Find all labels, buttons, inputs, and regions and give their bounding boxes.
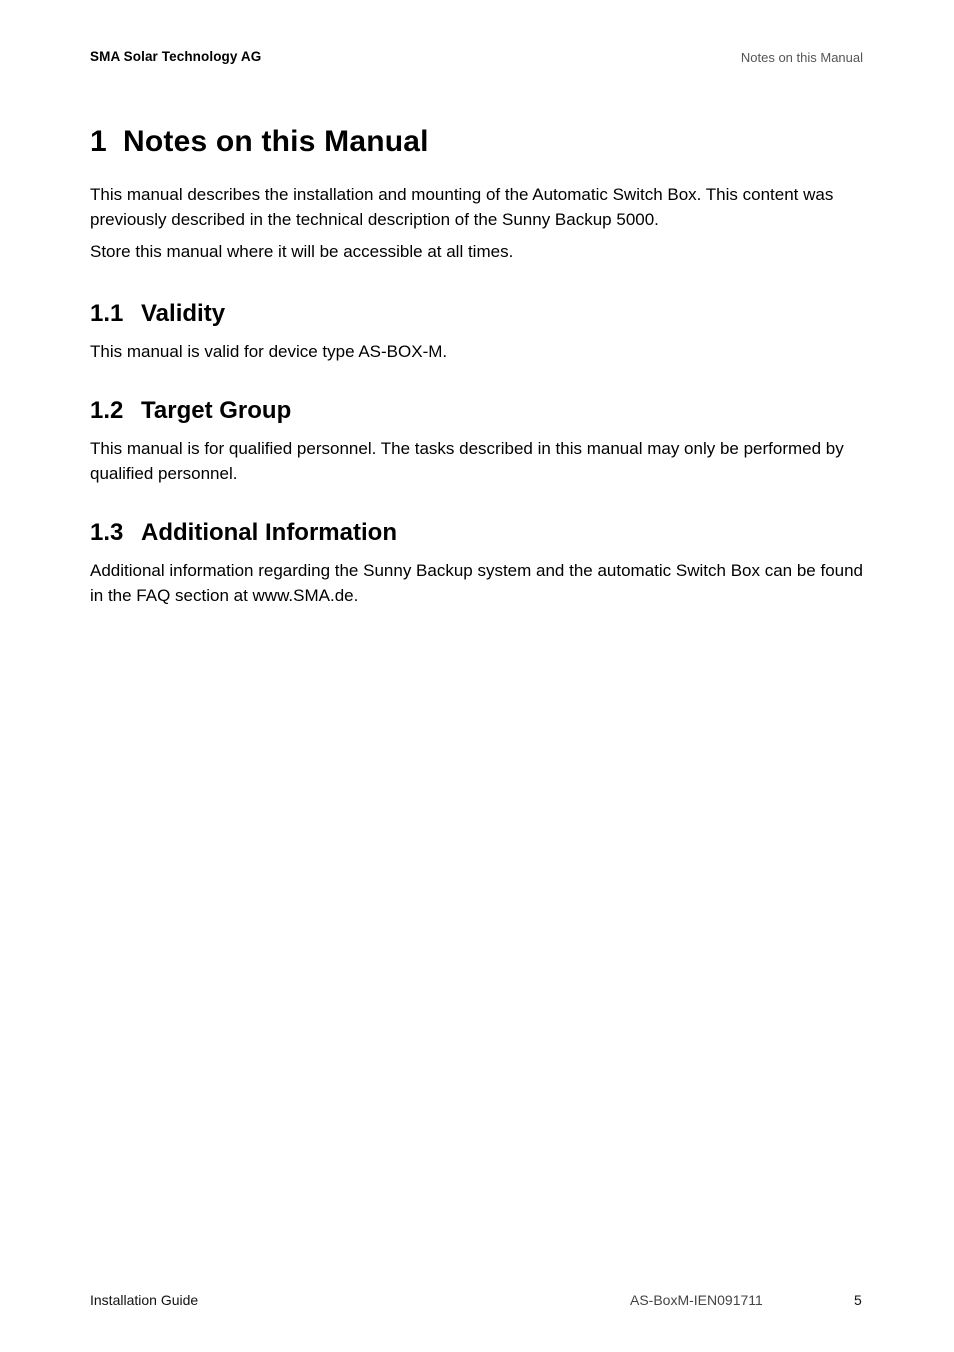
footer-doc-code: AS-BoxM-IEN091711 <box>630 1292 763 1308</box>
chapter-paragraph: Store this manual where it will be accessible at all times. <box>90 242 514 261</box>
section-number: 1.2 <box>90 397 124 424</box>
section-text: Additional information regarding the Sunny Backup system and the automatic Switch Box can be found in the FAQ section at www.SMA.de. <box>90 561 864 605</box>
section-target-group <box>90 394 866 486</box>
section-number: 1.1 <box>90 300 124 327</box>
footer-page-number: 5 <box>854 1292 862 1308</box>
section-validity <box>90 297 866 364</box>
section-heading <box>90 394 866 428</box>
section-number: 1.3 <box>90 519 124 546</box>
section-additional-information <box>90 516 866 608</box>
chapter-title: Notes on this Manual <box>123 125 429 158</box>
header-company: SMA Solar Technology AG <box>90 49 262 64</box>
section-title: Additional Information <box>141 519 397 546</box>
header-section-title: Notes on this Manual <box>740 50 863 65</box>
chapter-paragraph: This manual describes the installation and mounting of the Automatic Switch Box. This content was previously described in the technical description of the Sunny Backup 5000. <box>90 185 834 229</box>
section-text: This manual is for qualified personnel. The tasks described in this manual may only be performed by qualified personnel. <box>90 439 844 483</box>
section-title: Target Group <box>141 397 292 424</box>
chapter-heading <box>90 118 866 166</box>
footer-doc-type: Installation Guide <box>90 1292 199 1308</box>
chapter-number: 1 <box>90 125 107 158</box>
section-heading <box>90 297 866 331</box>
section-text: This manual is valid for device type AS-BOX-M. <box>90 342 448 361</box>
page-content <box>90 118 866 615</box>
section-title: Validity <box>141 300 226 327</box>
section-heading <box>90 516 866 550</box>
